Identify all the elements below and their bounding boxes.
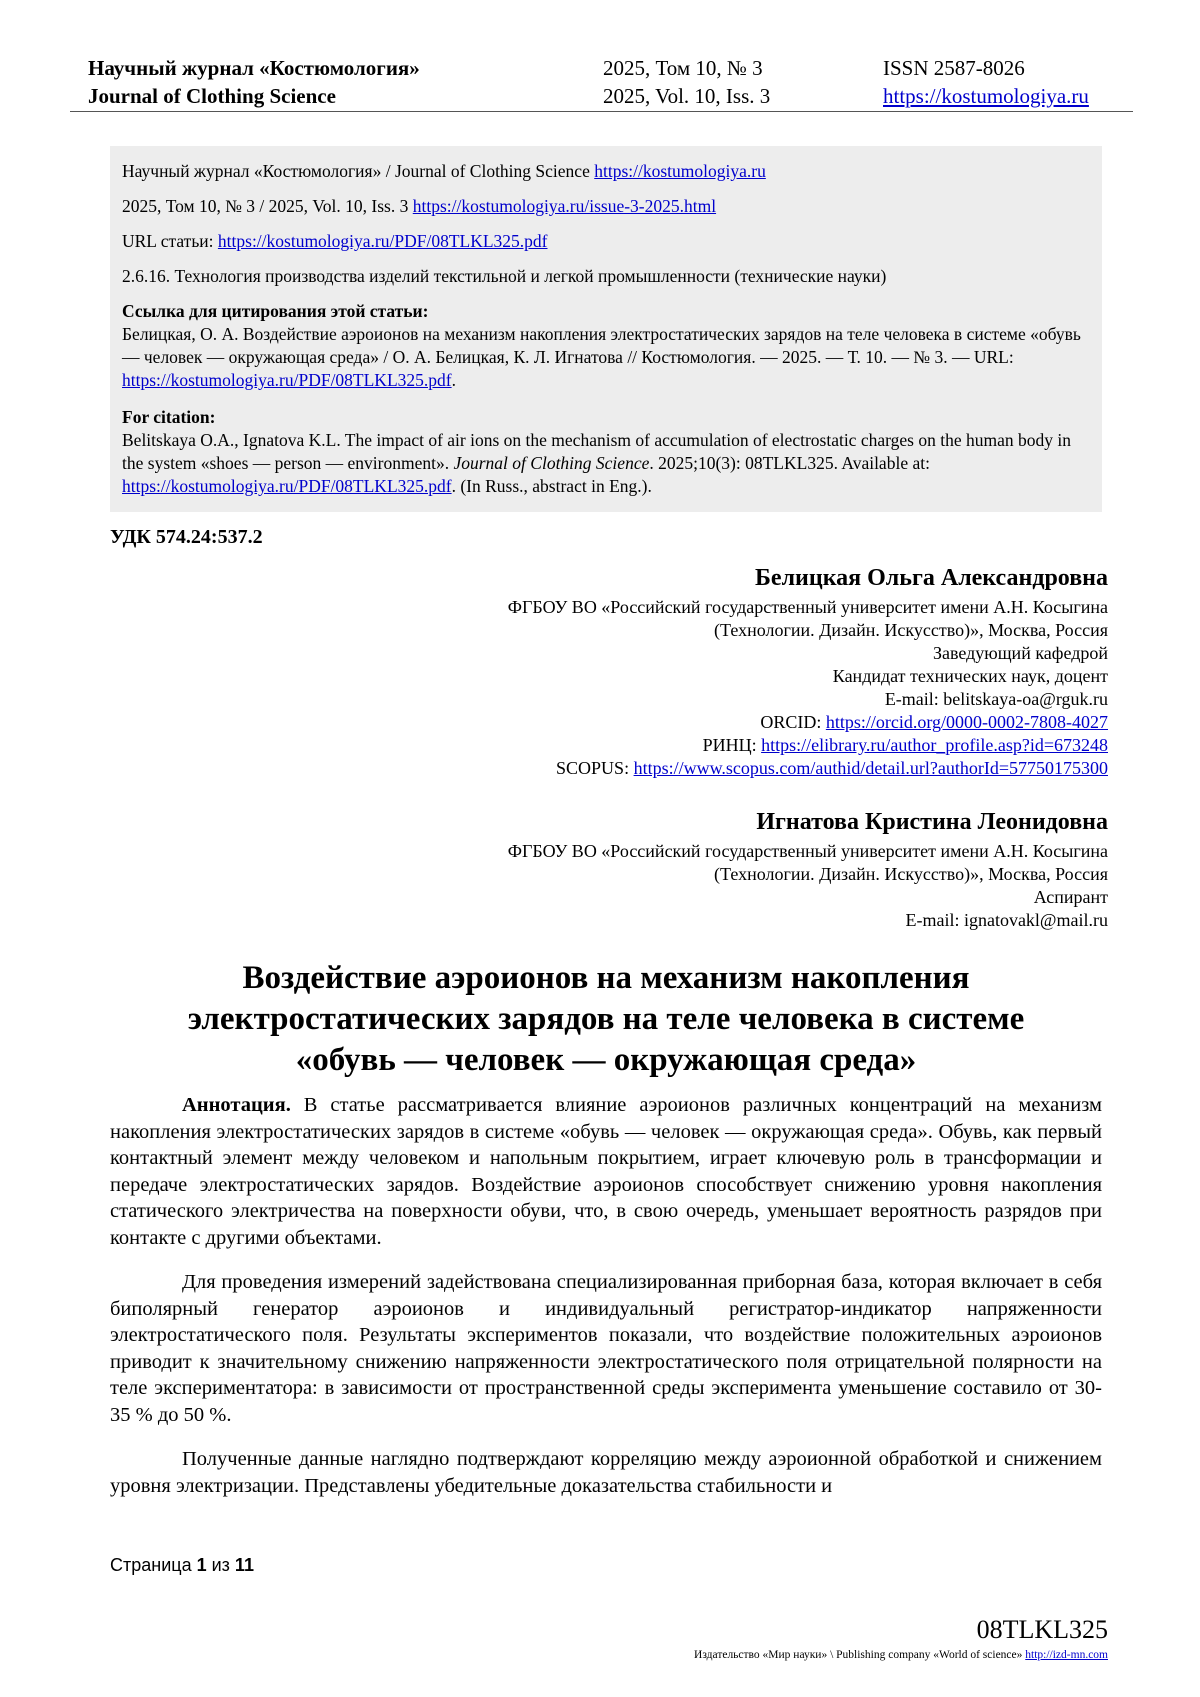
header-journal-ru: Научный журнал «Костюмология» — [88, 56, 420, 80]
citation-en-link[interactable]: https://kostumologiya.ru/PDF/08TLKL325.pdf — [122, 476, 452, 496]
citation-box — [110, 146, 1102, 512]
author-affiliation-1: ФГБОУ ВО «Российский государственный университет имени А.Н. Косыгина — [507, 597, 1108, 617]
citation-journal-link[interactable]: https://kostumologiya.ru — [594, 161, 766, 181]
author-affiliation-2: (Технологии. Дизайн. Искусство)», Москва, Россия — [714, 620, 1108, 640]
header-issn: ISSN 2587-8026 — [883, 56, 1025, 80]
citation-en-end: . (In Russ., abstract in Eng.). — [451, 476, 652, 496]
citation-issue-link[interactable]: https://kostumologiya.ru/issue-3-2025.html — [412, 196, 717, 216]
header-issue-en: 2025, Vol. 10, Iss. 3 — [603, 84, 771, 108]
running-header — [88, 54, 1124, 112]
citation-ru-link[interactable]: https://kostumologiya.ru/PDF/08TLKL325.pdf — [122, 370, 452, 390]
page-mid: из — [206, 1555, 235, 1575]
orcid-link[interactable]: https://orcid.org/0000-0002-7808-4027 — [825, 712, 1108, 732]
citation-line-url-text: URL статьи: — [122, 231, 218, 251]
author-email: E-mail: belitskaya-oa@rguk.ru — [884, 689, 1108, 709]
abstract-paragraph-3: Полученные данные наглядно подтверждают корреляцию между аэроионной обработкой и снижением уровня электризации. Представлены убедительные доказательства стабильности и — [110, 1448, 1102, 1497]
article-title — [110, 958, 1102, 1081]
citation-ru-end: . — [451, 370, 456, 390]
abstract-paragraph-1 — [110, 1092, 1102, 1251]
citation-line-journal-text: Научный журнал «Костюмология» / Journal of Clothing Science — [122, 161, 595, 181]
author-block-1 — [508, 562, 1108, 780]
publisher-line — [694, 1649, 1108, 1661]
abstract — [110, 1092, 1102, 1517]
citation-line-issue-text: 2025, Том 10, № 3 / 2025, Vol. 10, Iss. 3 — [122, 196, 413, 216]
author-rinc — [508, 734, 1108, 757]
scopus-link[interactable]: https://www.scopus.com/authid/detail.url?authorId=57750175300 — [633, 758, 1108, 778]
citation-en-text: Belitskaya O.A., Ignatova K.L. The impact of air ions on the mechanism of accumulation of electrostatic charges on the human body in the system «shoes — person — environment». — [122, 430, 1071, 473]
citation-ru-text: Белицкая, О. А. Воздействие аэроионов на механизм накопления электростатических зарядов на теле человека в системе «обувь — человек — окружающая среда» / О. А. Белицкая, К. Л. Игнатова // Костюмология. — 2025. — Т. 10. — № 3. — URL: — [122, 324, 1081, 367]
author-name: Игнатова Кристина Леонидовна — [756, 809, 1108, 835]
header-site-link[interactable]: https://kostumologiya.ru — [883, 84, 1089, 108]
abstract-paragraph-1-text: В статье рассматривается влияние аэроионов различных концентраций на механизм накопления электростатических зарядов в системе «обувь — человек — окружающая среда». Обувь, как первый контактный элемент между человеком и напольным покрытием, играет ключевую роль в трансформации и передаче электростатических зарядов. Воздействие аэроионов способствует снижению уровня накопления статического электричества на поверхности обуви, что, в свою очередь, уменьшает вероятность разрядов при контакте с другими объектами. — [110, 1094, 1102, 1249]
citation-en-journal: Journal of Clothing Science — [453, 453, 650, 473]
header-issue-ru: 2025, Том 10, № 3 — [603, 56, 763, 80]
author-name: Белицкая Ольга Александровна — [755, 565, 1108, 591]
author-affiliation-2: (Технологии. Дизайн. Искусство)», Москва, Россия — [714, 864, 1108, 884]
author-position: Заведующий кафедрой — [932, 643, 1108, 663]
orcid-label: ORCID: — [760, 712, 826, 732]
citation-en-label: For citation: — [122, 407, 216, 427]
citation-ru-label: Ссылка для цитирования этой статьи: — [122, 301, 429, 321]
rinc-label: РИНЦ: — [702, 735, 762, 755]
header-divider — [70, 111, 1133, 112]
page-total: 11 — [234, 1555, 254, 1575]
rinc-link[interactable]: https://elibrary.ru/author_profile.asp?id=673248 — [761, 735, 1108, 755]
citation-ru-block — [122, 300, 1090, 392]
citation-line-issue — [122, 195, 1090, 218]
article-code: 08TLKL325 — [976, 1615, 1108, 1644]
publisher-link[interactable]: http://izd-mn.com — [1025, 1649, 1108, 1661]
author-email: E-mail: ignatovakl@mail.ru — [905, 910, 1108, 930]
citation-line-journal — [122, 160, 1090, 183]
title-line-2: электростатических зарядов на теле человека в системе — [187, 1001, 1025, 1037]
citation-en-body — [122, 429, 1090, 498]
author-degree: Кандидат технических наук, доцент — [832, 666, 1108, 686]
header-journal — [88, 54, 420, 110]
title-line-1: Воздействие аэроионов на механизм накопления — [242, 960, 970, 996]
author-block-2 — [508, 806, 1108, 932]
citation-ru-body — [122, 323, 1090, 392]
citation-en-text2: . 2025;10(3): 08TLKL325. Available at: — [649, 453, 930, 473]
udk-code: УДК 574.24:537.2 — [110, 526, 263, 548]
author-orcid — [508, 711, 1108, 734]
title-line-3: «обувь — человек — окружающая среда» — [295, 1042, 917, 1078]
page-prefix: Страница — [110, 1555, 197, 1575]
citation-line-specialty: 2.6.16. Технология производства изделий текстильной и легкой промышленности (технические науки) — [122, 266, 887, 286]
header-issue — [603, 54, 770, 110]
header-journal-en: Journal of Clothing Science — [88, 84, 336, 108]
abstract-paragraph-2: Для проведения измерений задействована специализированная приборная база, которая включает в себя биполярный генератор аэроионов и индивидуальный регистратор-индикатор напряженности электростатического поля. Результаты экспериментов показали, что воздействие положительных аэроионов приводит к значительному снижению напряженности электростатического поля отрицательной полярности на теле экспериментатора: в зависимости от пространственной среды эксперимента уменьшение составило от 30-35 % до 50 %. — [110, 1271, 1102, 1426]
page-number — [110, 1555, 254, 1576]
author-position: Аспирант — [1033, 887, 1108, 907]
citation-en-block — [122, 406, 1090, 498]
scopus-label: SCOPUS: — [556, 758, 634, 778]
header-issn-site — [883, 54, 1089, 110]
citation-line-url — [122, 230, 1090, 253]
abstract-label: Аннотация. — [182, 1094, 291, 1116]
publisher-text: Издательство «Мир науки» \ Publishing company «World of science» — [694, 1649, 1026, 1661]
author-scopus — [508, 757, 1108, 780]
citation-article-link[interactable]: https://kostumologiya.ru/PDF/08TLKL325.pdf — [217, 231, 548, 251]
page-current: 1 — [196, 1555, 207, 1575]
author-affiliation-1: ФГБОУ ВО «Российский государственный университет имени А.Н. Косыгина — [507, 841, 1108, 861]
